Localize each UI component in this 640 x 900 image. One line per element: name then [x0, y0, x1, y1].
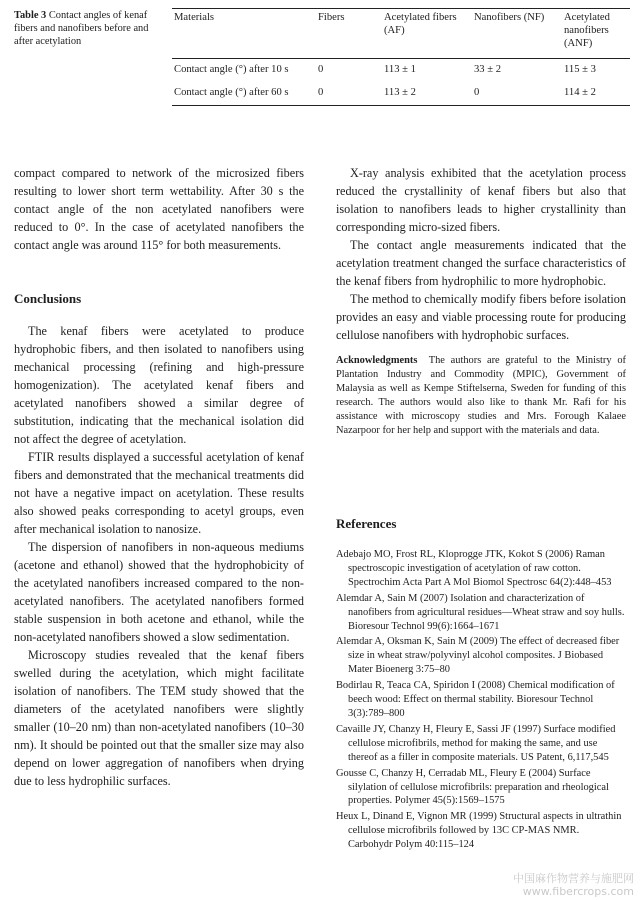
watermark-line1: 中国麻作物营养与施肥网 [513, 872, 634, 885]
table-header-row [172, 9, 630, 59]
table-cell-nf: 0 [474, 87, 480, 98]
table-header-af: Acetylated fibers (AF) [384, 12, 457, 36]
table-row [172, 82, 630, 106]
conclusions-paragraph: FTIR results displayed a successful acetylation of kenaf fibers and demonstrated that the mechanical treatments did not have a negative impact on acetylation. These results also showed peaks corresponding to acetyl groups, even after mechanical isolation to nanosize. [14, 450, 304, 536]
reference-item: Adebajo MO, Frost RL, Kloprogge JTK, Kokot S (2006) Raman spectroscopic investigation of acetylation of raw cotton. Spectrochim Acta Part A Mol Biomol Spectrosc 64(2):448–453 [336, 549, 612, 588]
table-header-nf: Nanofibers (NF) [474, 12, 545, 23]
table-cell-anf: 114 ± 2 [564, 87, 596, 98]
acknowledgments-label: Acknowledgments [336, 355, 418, 366]
table-caption [14, 9, 164, 48]
watermark [513, 872, 634, 898]
reference-item: Alemdar A, Oksman K, Sain M (2009) The effect of decreased fiber size in wheat straw/polyvinyl alcohol composites. J Biobased Mater Bioenerg 3:75–80 [336, 636, 620, 676]
table-row [172, 59, 630, 83]
table-cell-af: 113 ± 2 [384, 87, 416, 98]
acknowledgments-text: The authors are grateful to the Ministry of Plantation Industry and Commodity (MPIC), Government of Malaysia as well as Kempe Stiftelserna, Sweden for funding of this research. The authors would also like to thank Mr. Rafi for his assistance with microscopy studies and Mrs. Forough Kalaee Nazarpoor for her help and support with the materials and data. [336, 355, 626, 436]
references-heading: References [336, 516, 397, 531]
table-caption-text: Contact angles of kenaf fibers and nanofibers before and after acetylation [14, 10, 149, 47]
left-column [14, 164, 304, 790]
conclusions-paragraph: The kenaf fibers were acetylated to produce hydrophobic fibers, and then isolated to nanofibers using mechanical processing (refining and high-pressure homogenization). The acetylated kenaf fibers and acetylated nanofibers showed a similar degree of substitution, indicating that the mechanical isolation did not affect the degree of acetylation. [14, 324, 304, 446]
table-caption-label: Table 3 [14, 10, 47, 21]
conclusions-paragraph: The dispersion of nanofibers in non-aqueous mediums (acetone and ethanol) showed that the hydrophobicity of the acetylated nanofibers increased compared to the non-acetylated nanofibers. The acetylated nanofibers formed stable suspension in both acetone and ethanol, while the non-acetylated nanofibers showed a slow sedimentation. [14, 540, 304, 644]
reference-item: Bodirlau R, Teaca CA, Spiridon I (2008) Chemical modification of beech wood: Effect on thermal stability. Bioresour Technol 3(3):789–800 [336, 680, 615, 719]
table-cell-af: 113 ± 1 [384, 64, 416, 75]
contact-angle-table [172, 8, 630, 106]
reference-item: Alemdar A, Sain M (2007) Isolation and characterization of nanofibers from agricultural residues—Wheat straw and soy hulls. Bioresour Technol 99(6):1664–1671 [336, 592, 625, 632]
table-cell-nf: 33 ± 2 [474, 64, 502, 75]
body-paragraph: X-ray analysis exhibited that the acetylation process reduced the crystallinity of kenaf fibers but also that isolation to nanofibers leads to higher crystallinity than corresponding micro-sized fibers. [336, 166, 626, 234]
table-header-fibers: Fibers [318, 12, 345, 23]
acknowledgments [336, 354, 626, 438]
body-paragraph: The contact angle measurements indicated that the acetylation treatment changed the surface characteristics of the kenaf fibers from hydrophilic to more hydrophobic. [336, 238, 626, 288]
table-cell-material: Contact angle (°) after 60 s [174, 87, 289, 98]
watermark-line2: www.fibercrops.com [522, 885, 634, 898]
reference-item: Cavaille JY, Chanzy H, Fleury E, Sassi JF (1997) Surface modified cellulose microfibrils, method for making the same, and use thereof as a filler in composite materials. US Patent, 6,117,545 [336, 723, 616, 763]
table-header-anf: Acetylated nanofibers (ANF) [564, 12, 610, 49]
conclusions-paragraph: Microscopy studies revealed that the kenaf fibers swelled during the acetylation, which might facilitate isolation of nanofibers. The TEM study showed that the diameters of the acetylated nanofibers were slightly smaller (10–20 nm) than non-acetylated nanofibers (10–30 nm). It should be pointed out that the smaller size may also depend on lower aggregation of nanofibers when drying due to less hydrophilic surfaces. [14, 648, 304, 788]
body-paragraph: The method to chemically modify fibers before isolation provides an easy and viable processing route for producing cellulose nanofibers with hydrophobic surfaces. [336, 292, 626, 342]
reference-item: Heux L, Dinand E, Vignon MR (1999) Structural aspects in ultrathin cellulose microfibrils followed by 13C CP-MAS NMR. Carbohydr Polym 40:115–124 [336, 811, 622, 851]
reference-item: Gousse C, Chanzy H, Cerradab ML, Fleury E (2004) Surface silylation of cellulose microfibrils: preparation and rheological properties. Polymer 45(5):1569–1575 [336, 767, 609, 807]
table-cell-material: Contact angle (°) after 10 s [174, 64, 289, 75]
right-column [336, 164, 626, 438]
table-cell-fibers: 0 [318, 64, 324, 75]
intro-paragraph: compact compared to network of the microsized fibers resulting to lower short term wettability. After 30 s the contact angle of the non acetylated nanofibers were reduced to 0°. In the case of acetylated nanofibers the contact angle was around 115° for both measurements. [14, 166, 304, 252]
table-cell-anf: 115 ± 3 [564, 64, 596, 75]
table-cell-fibers: 0 [318, 87, 324, 98]
table-header-materials: Materials [174, 12, 215, 23]
references-list [336, 548, 626, 854]
conclusions-heading: Conclusions [14, 291, 82, 306]
